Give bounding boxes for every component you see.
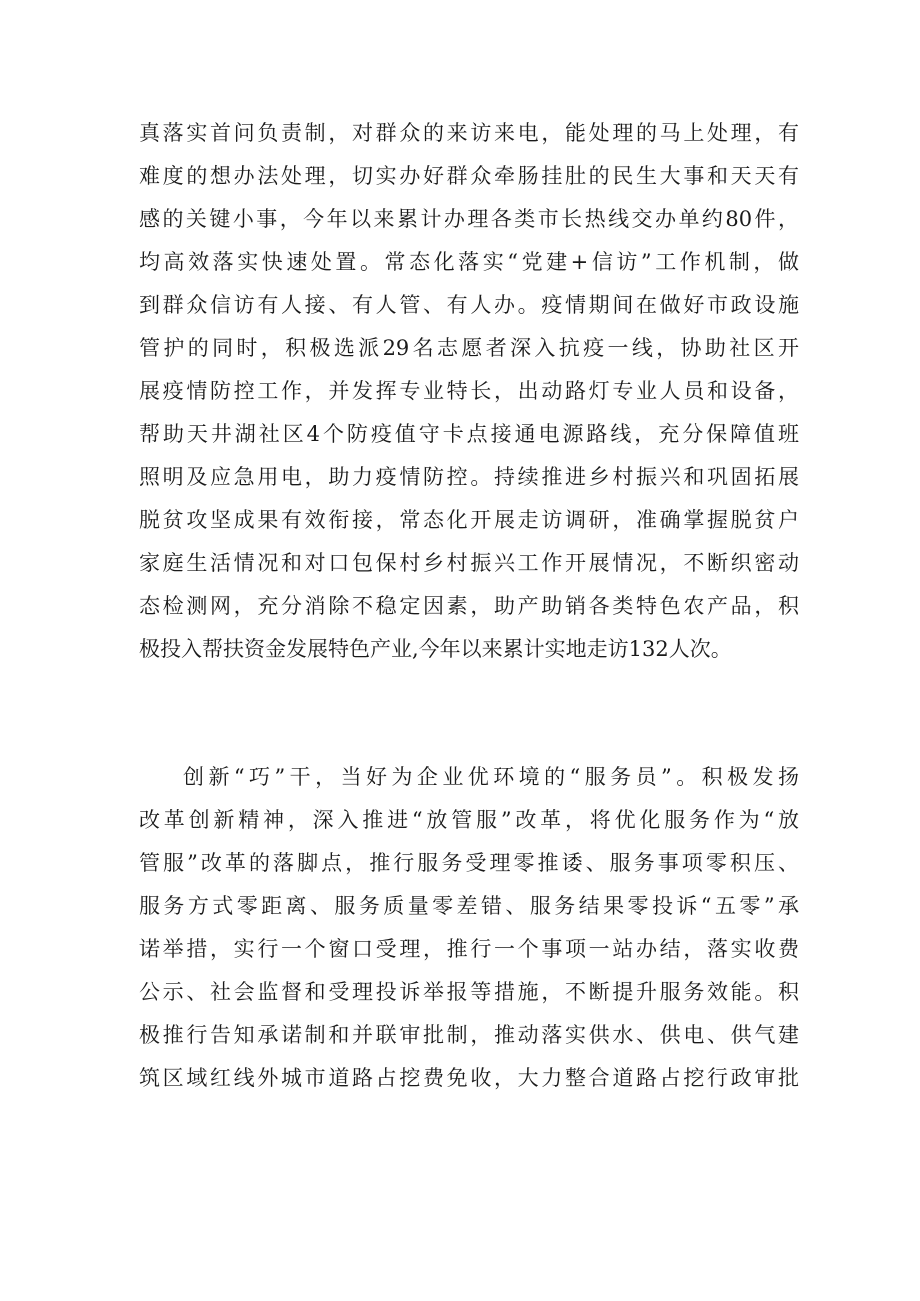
text-line: 帮助天井湖社区4个防疫值守卡点接通电源路线，充分保障值班: [139, 422, 799, 446]
text-line: 真落实首问负责制，对群众的来访来电，能处理的马上处理，有: [139, 121, 799, 145]
text-line: 公示、社会监督和受理投诉举报等措施，不断提升服务效能。积: [139, 980, 799, 1004]
text-line: 到群众信访有人接、有人管、有人办。疫情期间在做好市政设施: [139, 293, 799, 317]
text-line: 极推行告知承诺制和并联审批制，推动落实供水、供电、供气建: [139, 1023, 799, 1047]
text-line: 服务方式零距离、服务质量零差错、服务结果零投诉“五零”承: [139, 894, 799, 918]
paragraph-1: [139, 112, 799, 671]
text-line: 照明及应急用电，助力疫情防控。持续推进乡村振兴和巩固拓展: [139, 465, 799, 489]
text-line: 极投入帮扶资金发展特色产业,今年以来累计实地走访132人次。: [139, 637, 732, 661]
text-line: 诺举措，实行一个窗口受理，推行一个事项一站办结，落实收费: [139, 937, 799, 961]
text-line: 态检测网，充分消除不稳定因素，助产助销各类特色农产品，积: [139, 594, 799, 618]
paragraph-2: [139, 756, 799, 1100]
text-line: 脱贫攻坚成果有效衔接，常态化开展走访调研，准确掌握脱贫户: [139, 508, 799, 532]
text-line: 管服”改革的落脚点，推行服务受理零推诿、服务事项零积压、: [139, 851, 799, 875]
text-line: 创新“巧”干，当好为企业优环境的“服务员”。积极发扬: [183, 765, 799, 789]
text-line: 家庭生活情况和对口包保村乡村振兴工作开展情况，不断织密动: [139, 551, 799, 575]
text-line: 筑区域红线外城市道路占挖费免收，大力整合道路占挖行政审批: [139, 1066, 799, 1090]
text-line: 展疫情防控工作，并发挥专业特长，出动路灯专业人员和设备，: [139, 379, 799, 403]
text-line: 均高效落实快速处置。常态化落实“党建+信访”工作机制，做: [139, 250, 799, 274]
text-line: 感的关键小事，今年以来累计办理各类市长热线交办单约80件，: [139, 207, 799, 231]
text-line: 管护的同时，积极选派29名志愿者深入抗疫一线，协助社区开: [139, 336, 799, 360]
text-line: 改革创新精神，深入推进“放管服”改革，将优化服务作为“放: [139, 808, 799, 832]
text-line: 难度的想办法处理，切实办好群众牵肠挂肚的民生大事和天天有: [139, 164, 799, 188]
